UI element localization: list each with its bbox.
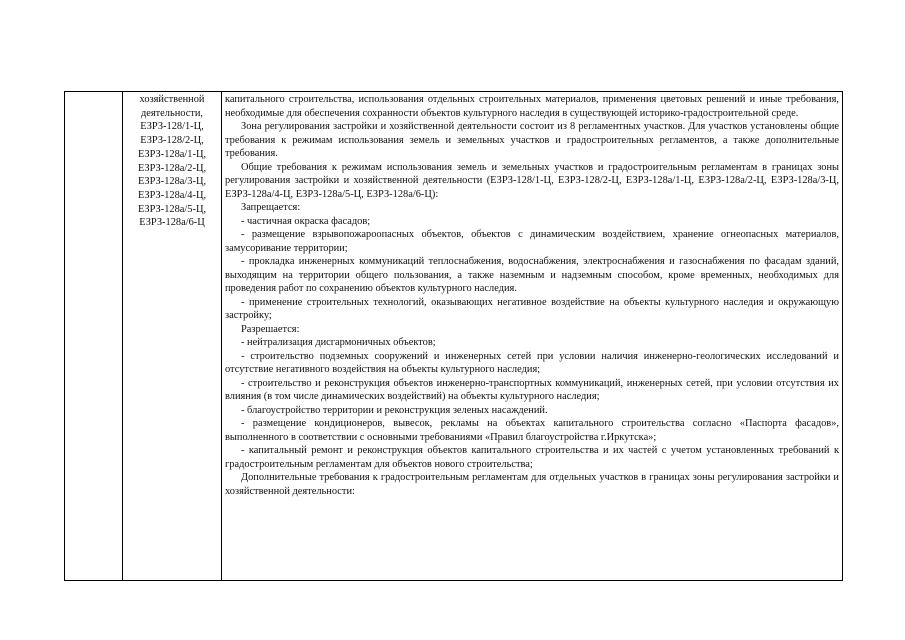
regulation-table bbox=[64, 91, 843, 581]
list-item: - благоустройство территории и реконструкция зеленых насаждений. bbox=[241, 404, 548, 416]
paragraph: Зона регулирования застройки и хозяйственной деятельности состоит из 8 регламентных участков. Для участков установлены общие требования к режимам использования земель и земельных участков и градостроительных регламентов, а также дополнительные требования. bbox=[225, 121, 839, 159]
requirements-text bbox=[222, 92, 842, 498]
zone-name-cell bbox=[123, 92, 222, 581]
paragraph-heading-prohibited: Запрещается: bbox=[241, 202, 301, 213]
table-row bbox=[65, 92, 843, 581]
list-item: - применение строительных технологий, оказывающих негативное воздействие на объекты культурного наследия и окружающую застройку; bbox=[225, 296, 839, 321]
paragraph: капитального строительства, использования отдельных строительных материалов, применения цветовых решений и иные требования, необходимые для обеспечения сохранности объектов культурного наследия в существующей историко-градостроительной среде. bbox=[225, 94, 839, 119]
list-item: - нейтрализация дисгармоничных объектов; bbox=[241, 337, 436, 348]
zone-line: ЕЗРЗ-128а/6-Ц bbox=[139, 217, 205, 229]
number-cell bbox=[65, 92, 123, 581]
list-item: - капитальный ремонт и реконструкция объектов капитального строительства и их частей с учетом установленных требований к градостроительным регламентам для объектов нового строительства; bbox=[225, 445, 839, 470]
list-item: - прокладка инженерных коммуникаций теплоснабжения, водоснабжения, электроснабжения и газоснабжения по фасадам зданий, выходящим на территории общего пользования, а также наземным и надземным способом, кроме временных, необходимых для проведения работ по сохранению объектов культурного наследия. bbox=[225, 256, 839, 294]
requirements-cell bbox=[222, 92, 843, 581]
list-item: - частичная окраска фасадов; bbox=[241, 215, 371, 227]
zone-line: ЕЗРЗ-128/1-Ц, bbox=[140, 121, 204, 133]
paragraph: Дополнительные требования к градостроительным регламентам для отдельных участков в границах зоны регулирования застройки и хозяйственной деятельности: bbox=[225, 472, 839, 497]
zone-line: ЕЗРЗ-128а/5-Ц, bbox=[137, 203, 207, 215]
list-item: - строительство и реконструкция объектов инженерно-транспортных коммуникаций, инженерных сетей, при условии отсутствия их влияния (в том числе динамических воздействий) на объекты культурного наследия; bbox=[225, 377, 839, 402]
paragraph: Общие требования к режимам использования земель и земельных участков и градостроительным регламентам в границах зоны регулирования застройки и хозяйственной деятельности (ЕЗРЗ-128/1-Ц, ЕЗРЗ-128/2-Ц, ЕЗРЗ-128а/1-Ц, ЕЗРЗ-128а/2-Ц, ЕЗРЗ-128а/3-Ц, ЕЗРЗ-128а/4-Ц, ЕЗРЗ-128а/5-Ц, ЕЗРЗ-128а/6-Ц): bbox=[225, 161, 839, 200]
zone-line: ЕЗРЗ-128/2-Ц, bbox=[140, 135, 204, 147]
paragraph-heading-allowed: Разрешается: bbox=[241, 323, 300, 335]
zone-line: деятельности, bbox=[140, 107, 204, 119]
zone-line: хозяйственной bbox=[139, 94, 205, 105]
zone-name-text bbox=[123, 92, 221, 230]
zone-line: ЕЗРЗ-128а/1-Ц, bbox=[137, 148, 207, 160]
list-item: - размещение кондиционеров, вывесок, рекламы на объектах капитального строительства согласно «Паспорта фасадов», выполненного в соответствии с основными требованиями «Правил благоустройства г.Иркутска»; bbox=[225, 418, 839, 443]
zone-line: ЕЗРЗ-128а/3-Ц, bbox=[137, 176, 207, 188]
list-item: - размещение взрывопожароопасных объектов, объектов с динамическим воздействием, хранение огнеопасных материалов, замусоривание территории; bbox=[225, 229, 839, 254]
zone-line: ЕЗРЗ-128а/2-Ц, bbox=[137, 162, 207, 174]
list-item: - строительство подземных сооружений и инженерных сетей при условии наличия инженерно-геологических исследований и отсутствие негативного воздействия на объекты культурного наследия; bbox=[225, 350, 839, 375]
zone-line: ЕЗРЗ-128а/4-Ц, bbox=[137, 189, 207, 201]
